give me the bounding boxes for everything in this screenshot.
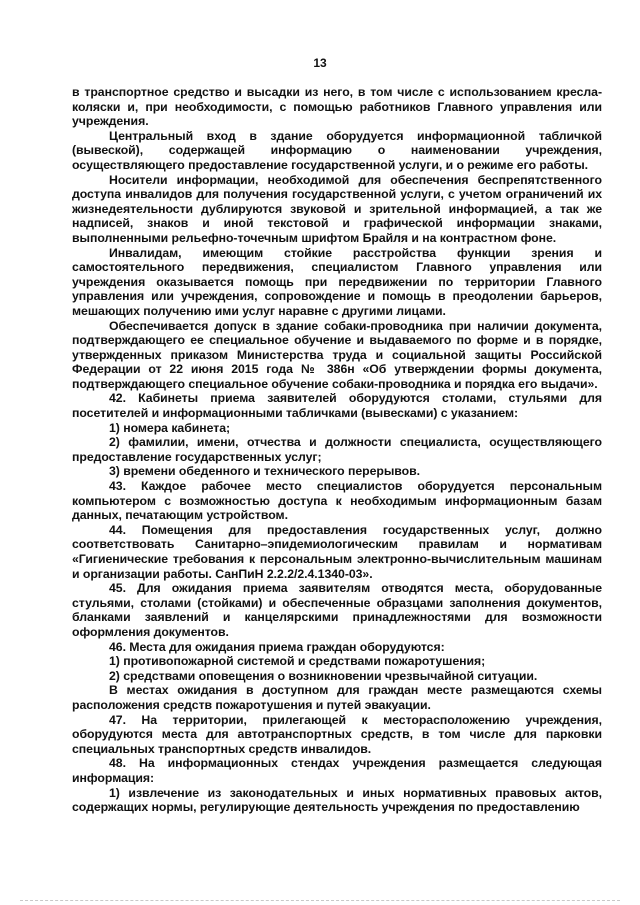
list-item: 3) времени обеденного и технического перерывов. [109,464,420,479]
list-item: 1) противопожарной системой и средствами пожаротушения; [109,654,486,669]
paragraph-item-43: 43. Каждое рабочее место специалистов оборудуется персональным компьютером с возможностью доступа к необходимым информационным базам данных, печатающим устройством. [72,479,602,523]
paragraph: Центральный вход в здание оборудуется информационной табличкой (вывеской), содержащей информацию о наименовании учреждения, осуществляющего предоставление государственной услуги, и о режиме его работы. [72,128,602,172]
paragraph: в транспортное средство и высадки из него, в том числе с использованием кресла-коляски и, при необходимости, с помощью работников Главного управления или учреждения. [72,85,602,129]
paragraph: В местах ожидания в доступном для граждан месте размещаются схемы расположения средств пожаротушения и путей эвакуации. [72,683,602,712]
document-body [72,85,602,815]
paragraph: Инвалидам, имеющим стойкие расстройства функции зрения и самостоятельного передвижения, специалистом Главного управления или учреждения оказывается помощь при передвижении по территории Главного управления или учреждения, сопровождение и помощь в преодолении барьеров, мешающих получению ими услуг наравне с другими лицами. [72,245,602,318]
list-item: 2) фамилии, имени, отчества и должности специалиста, осуществляющего предоставление государственных услуг; [72,435,602,464]
paragraph-item-45: 45. Для ожидания приема заявителям отводятся места, оборудованные стульями, столами (стойками) и обеспеченные образцами заполнения документов, бланками заявлений и канцелярскими принадлежностями для возможности оформления документов. [72,581,602,639]
paragraph-item-48: 48. На информационных стендах учреждения размещается следующая информация: [72,756,602,785]
page-number: 13 [313,56,327,70]
paragraph-item-44: 44. Помещения для предоставления государственных услуг, должно соответствовать Санитарно–эпидемиологическим правилам и нормативам «Гигиенические требования к персональным электронно-вычислительным машинам и организации работы. СанПиН 2.2.2/2.4.1340-03». [72,522,602,581]
list-item: 1) извлечение из законодательных и иных нормативных правовых актов, содержащих нормы, регулирующие деятельность учреждения по предоставлению [72,785,602,815]
paragraph-item-47: 47. На территории, прилегающей к месторасположению учреждения, оборудуются места для автотранспортных средств, в том числе для парковки специальных транспортных средств инвалидов. [72,712,602,756]
paragraph-item-46: 46. Места для ожидания приема граждан оборудуются: [109,639,445,654]
paragraph: Носители информации, необходимой для обеспечения беспрепятственного доступа инвалидов для получения государственной услуги, с учетом ограничений их жизнедеятельности дублируются звуковой и зрительной информацией, а так же надписей, знаков и иной текстовой и графической информации знаками, выполненными рельефно-точечным шрифтом Брайля и на контрастном фоне. [72,172,602,245]
list-item: 2) средствами оповещения о возникновении чрезвычайной ситуации. [109,668,538,683]
paragraph: Обеспечивается допуск в здание собаки-проводника при наличии документа, подтверждающего ее специальное обучение и выдаваемого по форме и в порядке, утвержденных приказом Министерства труда и социальной защиты Российской Федерации от 22 июня 2015 года № 386н «Об утверждении формы документа, подтверждающего специальное обучение собаки-проводника и порядка его выдачи». [72,318,602,391]
paragraph-item-42: 42. Кабинеты приема заявителей оборудуются столами, стульями для посетителей и информационными табличками (вывесками) с указанием: [72,391,602,421]
page-bottom-rule [20,900,620,901]
list-item: 1) номера кабинета; [109,420,231,435]
